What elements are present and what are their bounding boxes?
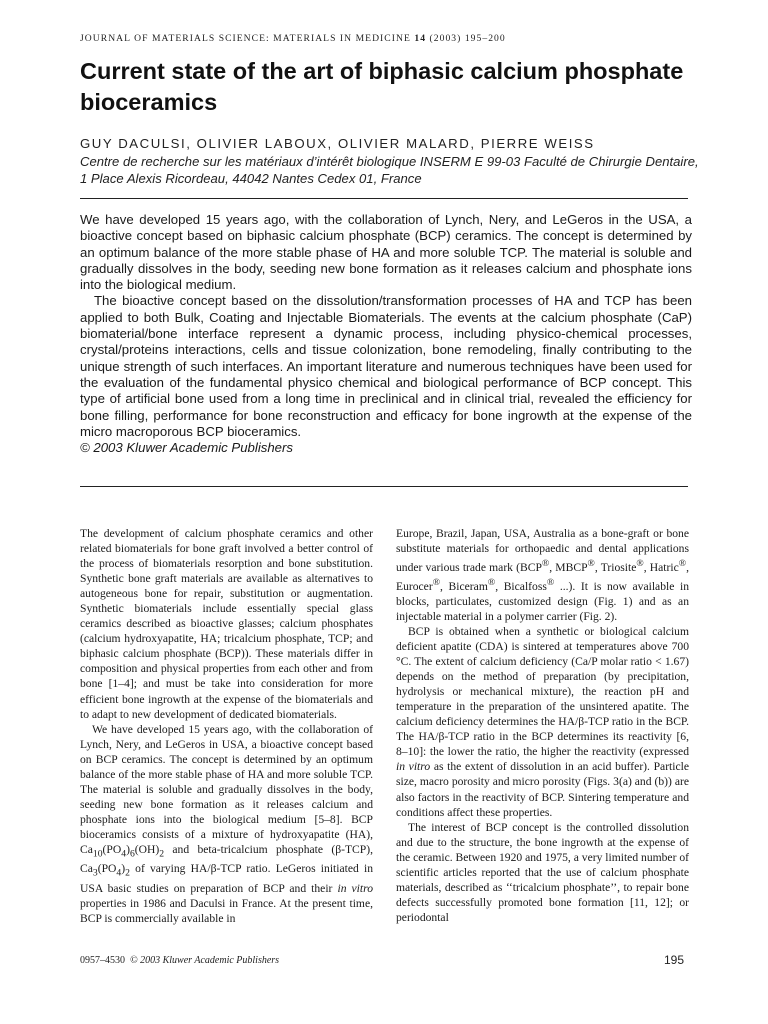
author-list: GUY DACULSI, OLIVIER LABOUX, OLIVIER MALARD, PIERRE WEISS [80,136,595,151]
journal-year-pages: (2003) 195–200 [429,33,506,44]
body-paragraph: BCP is obtained when a synthetic or biological calcium deficient apatite (CDA) is sintered at temperatures above 700 °C. The extent of calcium deficiency (Ca/P molar ratio < 1.67) depends on the method of preparation (by precipitation, hydrolysis or mechanical mixture), the reaction pH and temperature in the preparation of the unsintered apatite. The calcium deficiency determines the HA/β-TCP ratio in the BCP. The HA/β-TCP ratio in the BCP determines its reactivity [6, 8–10]: the lower the ratio, the higher the reactivity (expressed in vitro as the extent of dissolution in an acid buffer). Particle size, macro porosity and micro porosity (Figs. 3(a) and (b)) are also factors in the reactivity of BCP. Sintering temperature and conditions affect these properties. [396,625,690,819]
formula-tcp: $Ca_3(PO_4)_2$ [80,862,130,879]
affiliation: Centre de recherche sur les matériaux d’intérêt biologique INSERM E 99-03 Faculté de Chirurgie Dentaire, 1 Place Alexis Ricordeau, 44042 Nantes Cedex 01, France [80,154,699,186]
abstract-top-rule [80,198,688,199]
footer-copyright: © 2003 Kluwer Academic Publishers [130,955,280,966]
registered-mark: ® [541,558,550,570]
abstract-copyright: © 2003 Kluwer Academic Publishers [80,440,294,456]
body-column-left [80,526,373,926]
journal-header [80,33,506,44]
abstract [80,212,692,456]
abstract-bottom-rule [80,486,688,487]
abstract-paragraph: We have developed 15 years ago, with the collaboration of Lynch, Nery, and LeGeros in the USA, a bioactive concept based on biphasic calcium phosphate (BCP) ceramics. The concept is determined by an optimum balance of the more stable phase of HA and more soluble TCP. The material is soluble and gradually dissolves in the body, seeding new bone formation as it releases calcium and phosphate ions into the biological medium. [80,212,692,293]
paper-title: Current state of the art of biphasic calcium phosphate bioceramics [80,58,684,115]
body-paragraph: The interest of BCP concept is the controlled dissolution and due to the structure, the bone ingrowth at the expense of the ceramic. Between 1920 and 1975, a very limited number of scientific articles reported that the use of calcium phosphate materials, described as ‘‘tricalcium phosphate’’, to repair bone defects successfully promoted bone formation [11, 12]; or periodontal [396,820,689,924]
body-column-right [396,526,689,925]
abstract-paragraph: The bioactive concept based on the dissolution/transformation processes of HA and TCP has been applied to both Bulk, Coating and Injectable Biomaterials. The events at the calcium phosphate (CaP) biomaterial/bone interface represent a dynamic process, including physico-chemical processes, crystal/proteins interactions, cells and tissue colonization, bone remodeling, finally contributing to the unique strength of such interfaces. An important literature and numerous techniques have been used for the evaluation of the fundamental physico chemical and biological performance of BCP concept. This type of artificial bone used from a long time in preclinical and in clinical trial, revealed the efficiency for bone filling, performance for bone reconstruction and efficacy for bone ingrowth at the expense of the micro macroporous BCP bioceramics. [80,293,692,439]
journal-name: JOURNAL OF MATERIALS SCIENCE: MATERIALS IN MEDICINE [80,33,411,44]
body-paragraph: We have developed 15 years ago, with the collaboration of Lynch, Nery, and LeGeros in USA, a bioactive concept based on BCP ceramics. The concept is determined by an optimum balance of the more stable phase of HA and more soluble TCP. The material is soluble and gradually dissolves in the body, seeding new bone formation as it releases calcium and phosphate ions into the biological medium [5–8]. BCP bioceramics consists of a mixture of hydroxyapatite (HA), $Ca_{10}(PO_4)_6(OH)_2$ and beta-tricalcium phosphate (β-TCP), $Ca_3(PO_4)_2$ of varying HA/β-TCP ratio. LeGeros initiated in USA basic studies on preparation of BCP and their in vitro properties in 1986 and Daculsi in France. At the present time, BCP is commercially available in [80,722,373,925]
footer-issn-copyright [80,955,279,966]
formula-hydroxyapatite: $Ca_{10}(PO_4)_6(OH)_2$ [80,842,165,860]
body-paragraph: Europe, Brazil, Japan, USA, Australia as a bone-graft or bone substitute materials for orthopaedic and dental applications under various trade mark (BCP®, MBCP®, Triosite®, Hatric®, Eurocer®, Biceram®, Bicalfoss® ...). It is now available in blocks, particulates, customized design (Fig. 1) and as an injectable material in a polymer carrier (Fig. 2). [396,527,689,623]
journal-volume: 14 [414,33,427,44]
body-paragraph: The development of calcium phosphate ceramics and other related biomaterials for bone graft involved a better control of the process of biomaterials resorption and bone substitution. Synthetic bone graft materials are available as alternatives to autogeneous bone for repair, substitution or augmentation. Synthetic biomaterials include essentially special glass ceramics described as bioactive glasses; calcium phosphates (calcium hydroxyapatite, HA; tricalcium phosphate, TCP; and biphasic calcium phosphate (BCP)). These materials differ in composition and physical properties from each other and from bone [1–4]; and must be take into consideration for more efficient bone ingrowth at the expense of the biomaterials and to adapt to new development of dedicated biomaterials. [80,527,373,721]
page-number: 195 [664,953,685,967]
issn: 0957–4530 [80,955,125,966]
